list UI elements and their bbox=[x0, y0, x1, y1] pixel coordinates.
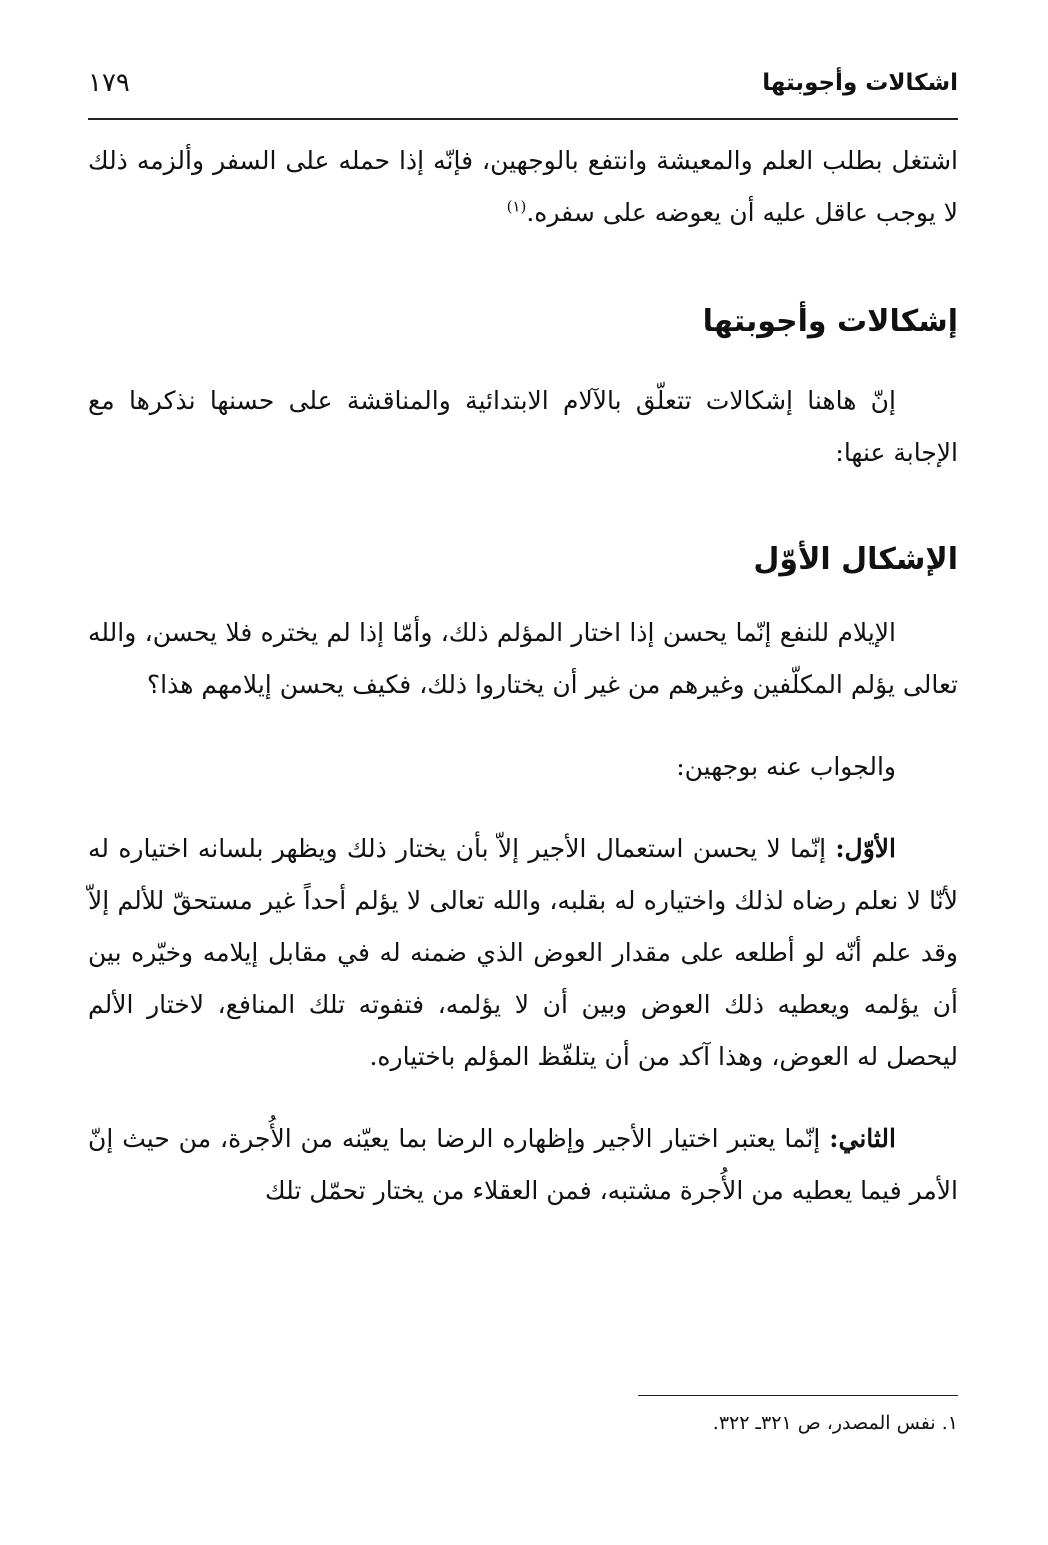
page-body bbox=[88, 135, 958, 1217]
paragraph-continuation bbox=[88, 135, 958, 239]
first-answer-label: الأوّل: bbox=[835, 834, 896, 863]
paragraph-intro: إنّ هاهنا إشكالات تتعلّق بالآلام الابتدائية والمناقشة على حسنها نذكرها مع الإجابة عنها: bbox=[88, 386, 958, 467]
paragraph-continuation-text: اشتغل بطلب العلم والمعيشة وانتفع بالوجهين، فإنّه إذا حمله على السفر وألزمه ذلك لا يوجب عاقل عليه أن يعوضه على سفره. bbox=[88, 146, 958, 227]
subsection-heading: الإشكال الأوّل bbox=[753, 542, 958, 577]
paragraph-second-answer bbox=[88, 1113, 958, 1217]
footnote: ١. نفس المصدر، ص ٣٢١ـ ٣٢٢. bbox=[712, 1412, 958, 1434]
footnote-rule bbox=[638, 1395, 958, 1396]
first-answer-text: إنّما لا يحسن استعمال الأجير إلاّ بأن يختار ذلك ويظهر بلسانه اختياره له لأنّا لا نعلم رضاه لذلك واختياره له بقلبه، والله تعالى لا يؤلم أحداً غير مستحقّ للألم إلاّ وقد علم أنّه لو أطلعه على مقدار العوض الذي ضمنه له في مقابل إيلامه وخيّره بين أن يؤلمه ويعطيه ذلك العوض وبين أن لا يؤلمه، فتفوته تلك المنافع، لاختار الألم ليحصل له العوض، وهذا آكد من أن يتلفّظ المؤلم باختياره. bbox=[88, 834, 958, 1071]
paragraph-first-answer bbox=[88, 823, 958, 1083]
paragraph-problem: الإيلام للنفع إنّما يحسن إذا اختار المؤلم ذلك، وأمّا إذا لم يختره فلا يحسن، والله تعالى يؤلم المكلّفين وغيرهم من غير أن يختاروا ذلك، فكيف يحسن إيلامهم هذا؟ bbox=[88, 618, 958, 699]
running-header bbox=[88, 62, 958, 112]
running-title: اشكالات وأجوبتها bbox=[762, 70, 958, 96]
header-rule bbox=[88, 118, 958, 120]
paragraph-answer-intro: والجواب عنه بوجهين: bbox=[676, 752, 896, 781]
footnote-ref: (١) bbox=[506, 197, 527, 216]
second-answer-label: الثاني: bbox=[829, 1124, 896, 1153]
page-number: ١٧٩ bbox=[88, 68, 130, 98]
second-answer-text: إنّما يعتبر اختيار الأجير وإظهاره الرضا بما يعيّنه من الأُجرة، من حيث إنّ الأمر فيما يعطيه من الأُجرة مشتبه، فمن العقلاء من يختار تحمّل تلك bbox=[88, 1124, 958, 1205]
section-heading: إشكالات وأجوبتها bbox=[702, 304, 958, 339]
